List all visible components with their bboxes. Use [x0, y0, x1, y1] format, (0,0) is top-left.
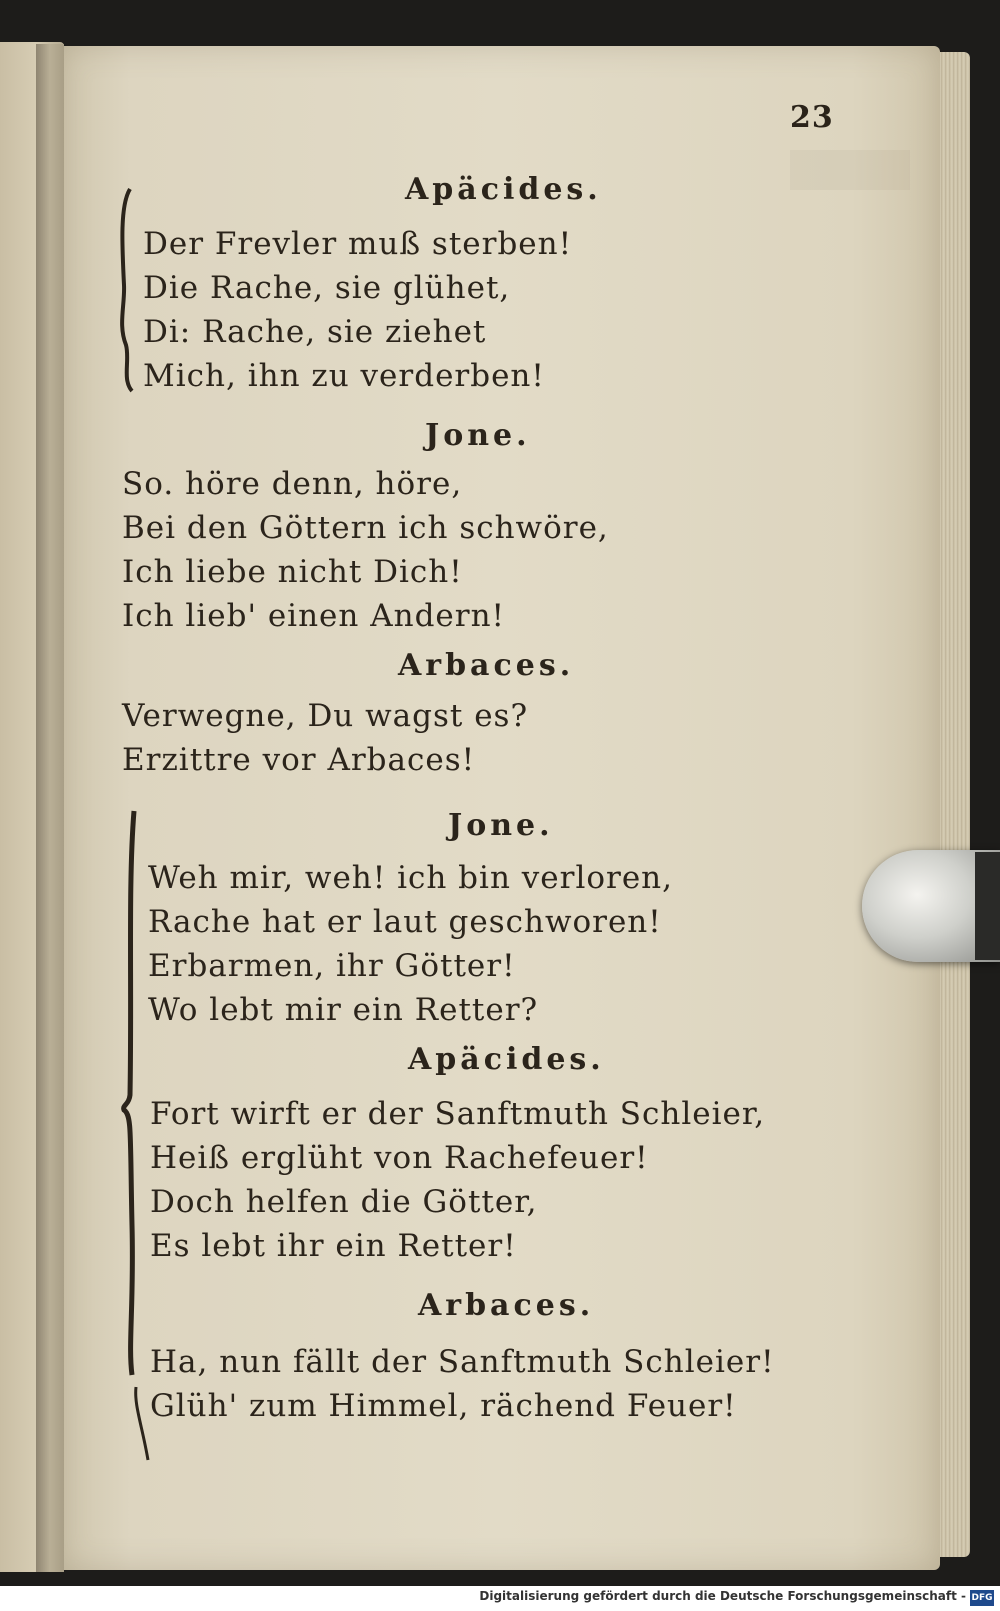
verse-line: Es lebt ihr ein Retter! [150, 1228, 517, 1264]
dfg-logo: DFG [970, 1590, 994, 1606]
brace-mark [118, 805, 152, 1385]
speaker-heading: Apäcides. [405, 172, 602, 207]
speaker-heading: Arbaces. [418, 1288, 595, 1323]
footer-credit: Digitalisierung gefördert durch die Deutsche Forschungsgemeinschaft - [479, 1589, 966, 1603]
verse-line: Erbarmen, ihr Götter! [148, 948, 516, 984]
verse-block [150, 1092, 765, 1268]
book-gutter [36, 44, 64, 1572]
verse-line: Erzittre vor Arbaces! [122, 742, 476, 778]
bleed-through-mark [790, 150, 910, 190]
verse-line: Bei den Göttern ich schwöre, [122, 510, 609, 546]
brace-mark [112, 185, 142, 395]
verse-line: Der Frevler muß sterben! [143, 226, 573, 262]
speaker-heading: Jone. [448, 808, 554, 843]
verse-line: Weh mir, weh! ich bin verloren, [148, 860, 674, 896]
speaker-heading: Jone. [425, 418, 531, 453]
verse-line: Rache hat er laut geschworen! [148, 904, 662, 940]
verse-line: Die Rache, sie glühet, [143, 270, 511, 306]
verse-line: Di: Rache, sie ziehet [143, 314, 487, 350]
verse-line: Ich liebe nicht Dich! [122, 554, 463, 590]
verse-block [148, 856, 673, 1032]
verse-line: Glüh' zum Himmel, rächend Feuer! [150, 1388, 737, 1424]
verse-block [122, 694, 528, 782]
verse-line: Heiß erglüht von Rachefeuer! [150, 1140, 649, 1176]
page-number: 23 [790, 100, 834, 135]
verse-line: Ha, nun fällt der Sanftmuth Schleier! [150, 1344, 775, 1380]
verse-line: Mich, ihn zu verderben! [143, 358, 545, 394]
verse-line: Doch helfen die Götter, [150, 1184, 538, 1220]
verse-block [150, 1340, 775, 1428]
verse-block [143, 222, 572, 398]
page-clip-edge [975, 852, 1000, 960]
speaker-heading: Apäcides. [408, 1042, 605, 1077]
verse-line: Ich lieb' einen Andern! [122, 598, 505, 634]
verse-block [122, 462, 609, 638]
verse-line: Fort wirft er der Sanftmuth Schleier, [150, 1096, 766, 1132]
verse-line: So. höre denn, höre, [122, 466, 463, 502]
speaker-heading: Arbaces. [398, 648, 575, 683]
verse-line: Verwegne, Du wagst es? [122, 698, 529, 734]
brace-mark [128, 1385, 152, 1465]
verse-line: Wo lebt mir ein Retter? [148, 992, 539, 1028]
